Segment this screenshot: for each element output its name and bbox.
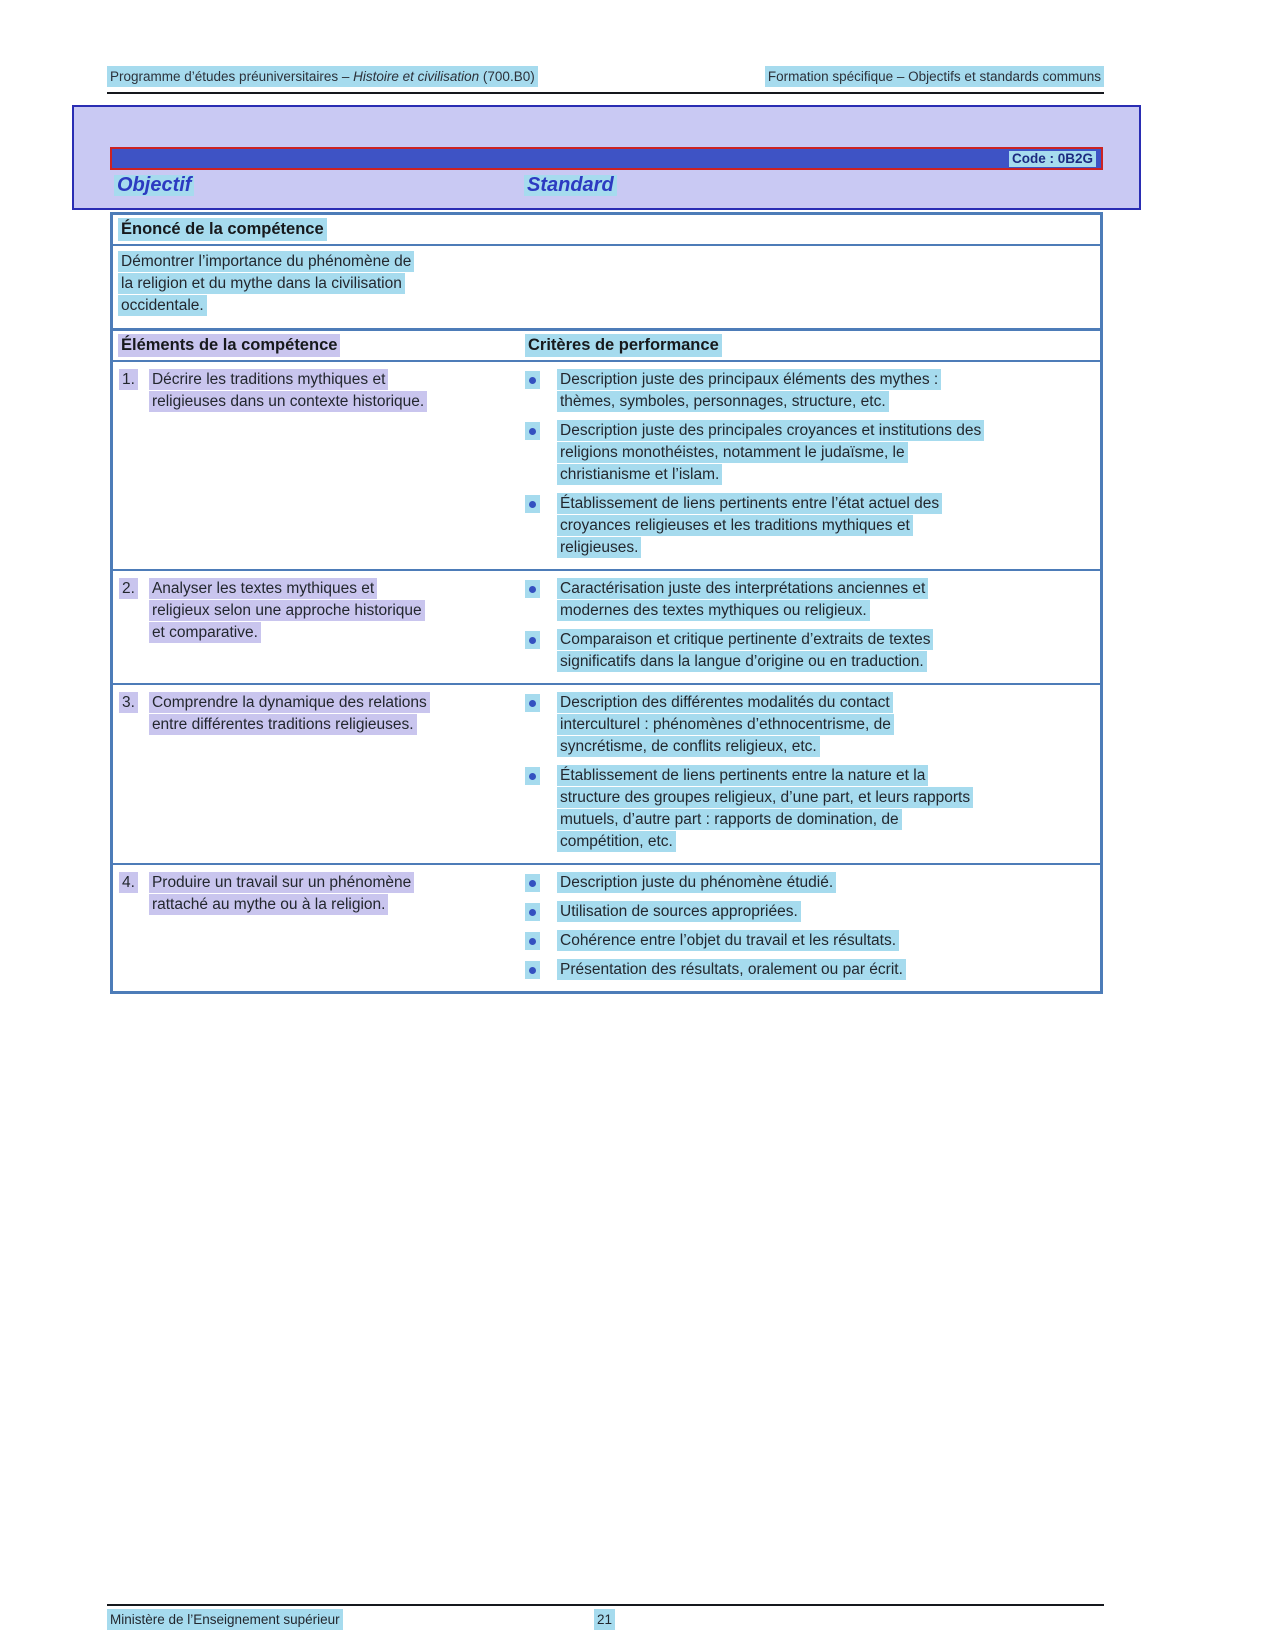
criterion-lines <box>557 901 801 923</box>
header-left-italic: Histoire et civilisation <box>353 69 480 84</box>
element-lines <box>149 872 414 916</box>
criterion-item <box>525 578 1092 622</box>
criterion-item <box>525 872 1092 894</box>
element-line <box>149 692 430 713</box>
bullet-dot <box>529 909 536 916</box>
criterion-lines <box>557 959 906 981</box>
element-number: 1. <box>119 369 138 390</box>
criterion-line-text: structure des groupes religieux, d’une part, et leurs rapports <box>557 787 973 808</box>
enonce-body <box>113 246 1100 330</box>
criterion-lines <box>557 420 984 486</box>
standard-heading <box>524 174 617 197</box>
enonce-line <box>118 295 1095 316</box>
element-number: 2. <box>119 578 138 599</box>
criterion-line <box>557 493 942 514</box>
criterion-line <box>557 765 973 786</box>
criterion-line <box>557 420 984 441</box>
code-label: Code : 0B2G <box>1009 151 1096 167</box>
header-right <box>765 66 1104 87</box>
footer-rule <box>107 1604 1104 1606</box>
enonce-line <box>118 251 1095 272</box>
criterion-line-text: Description juste des principaux éléments des mythes : <box>557 369 941 390</box>
element-line <box>149 600 425 621</box>
criterion-line <box>557 515 942 536</box>
criterion-line-text: Description juste des principales croyances et institutions des <box>557 420 984 441</box>
criterion-lines <box>557 930 899 952</box>
enonce-line-text: Démontrer l’importance du phénomène de <box>118 251 414 272</box>
element-line-text: Décrire les traditions mythiques et <box>149 369 388 390</box>
criteria-cell <box>523 865 1100 991</box>
bullet-icon <box>525 422 540 440</box>
bullet-dot <box>529 880 536 887</box>
element-line <box>149 872 414 893</box>
criterion-line-text: mutuels, d’autre part : rapports de domination, de <box>557 809 902 830</box>
element-lines <box>149 692 430 736</box>
elements-header-cell <box>113 334 523 357</box>
element-line <box>149 894 414 915</box>
criterion-line <box>557 369 941 390</box>
bullet-icon <box>525 874 540 892</box>
bullet-icon <box>525 495 540 513</box>
criterion-lines <box>557 872 836 894</box>
criterion-line <box>557 959 906 980</box>
criterion-lines <box>557 493 942 559</box>
criterion-line-text: thèmes, symboles, personnages, structure, etc. <box>557 391 889 412</box>
criterion-line <box>557 442 984 463</box>
criterion-lines <box>557 765 973 853</box>
criterion-line-text: croyances religieuses et les traditions mythiques et <box>557 515 913 536</box>
criterion-lines <box>557 578 928 622</box>
criterion-line-text: Description juste du phénomène étudié. <box>557 872 836 893</box>
criterion-line <box>557 537 942 558</box>
objectif-heading-text: Objectif <box>114 175 194 196</box>
criterion-line <box>557 787 973 808</box>
criterion-line-text: compétition, etc. <box>557 831 676 852</box>
competence-row <box>113 569 1100 683</box>
bullet-dot <box>529 773 536 780</box>
criterion-line <box>557 391 941 412</box>
header-left <box>107 66 538 87</box>
element-cell <box>113 362 523 569</box>
element-line <box>149 622 425 643</box>
bullet-dot <box>529 501 536 508</box>
element-line-text: Comprendre la dynamique des relations <box>149 692 430 713</box>
criterion-line-text: Description des différentes modalités du contact <box>557 692 893 713</box>
competence-row <box>113 683 1100 863</box>
criterion-item <box>525 420 1092 486</box>
footer-text <box>107 1609 343 1630</box>
element-number: 4. <box>119 872 138 893</box>
enonce-table-header <box>113 215 1100 246</box>
criterion-line <box>557 736 894 757</box>
standard-heading-text: Standard <box>524 175 617 196</box>
element-number: 3. <box>119 692 138 713</box>
criterion-line-text: Établissement de liens pertinents entre l’état actuel des <box>557 493 942 514</box>
criterion-line <box>557 629 933 650</box>
enonce-table <box>110 212 1103 333</box>
bullet-icon <box>525 580 540 598</box>
criterion-line-text: interculturel : phénomènes d’ethnocentrisme, de <box>557 714 894 735</box>
bullet-dot <box>529 428 536 435</box>
criterion-item <box>525 369 1092 413</box>
bullet-icon <box>525 767 540 785</box>
criterion-line <box>557 692 894 713</box>
enonce-line <box>118 273 1095 294</box>
bullet-icon <box>525 903 540 921</box>
header-right-text: Formation spécifique – Objectifs et standards communs <box>765 66 1104 87</box>
element-line-text: religieuses dans un contexte historique. <box>149 391 427 412</box>
criterion-line <box>557 464 984 485</box>
competence-rows <box>113 362 1100 991</box>
enonce-title: Énoncé de la compétence <box>118 218 327 241</box>
criterion-item <box>525 493 1092 559</box>
criterion-item <box>525 629 1092 673</box>
enonce-line-text: occidentale. <box>118 295 207 316</box>
criterion-item <box>525 930 1092 952</box>
element-lines <box>149 369 427 413</box>
criterion-line-text: Présentation des résultats, oralement ou par écrit. <box>557 959 906 980</box>
criterion-line <box>557 651 933 672</box>
objectif-heading <box>114 174 194 197</box>
bullet-icon <box>525 694 540 712</box>
criteria-cell <box>523 571 1100 683</box>
element-line-text: Produire un travail sur un phénomène <box>149 872 414 893</box>
bullet-dot <box>529 967 536 974</box>
bullet-dot <box>529 938 536 945</box>
objective-banner <box>72 105 1141 210</box>
bullet-icon <box>525 371 540 389</box>
competence-table <box>110 328 1103 994</box>
header-rule <box>107 92 1104 94</box>
criterion-item <box>525 901 1092 923</box>
element-line-text: Analyser les textes mythiques et <box>149 578 377 599</box>
competence-row <box>113 863 1100 991</box>
element-line-text: rattaché au mythe ou à la religion. <box>149 894 389 915</box>
element-line-text: religieux selon une approche historique <box>149 600 425 621</box>
element-line <box>149 578 425 599</box>
element-line <box>149 369 427 390</box>
page-number-label: 21 <box>594 1609 615 1630</box>
criterion-lines <box>557 369 941 413</box>
bullet-icon <box>525 932 540 950</box>
criterion-line-text: syncrétisme, de conflits religieux, etc. <box>557 736 820 757</box>
footer-text-label: Ministère de l’Enseignement supérieur <box>107 1609 343 1630</box>
element-line <box>149 391 427 412</box>
criterion-line <box>557 901 801 922</box>
code-bar <box>110 147 1103 170</box>
element-cell <box>113 865 523 991</box>
criterion-lines <box>557 692 894 758</box>
criteria-cell <box>523 685 1100 863</box>
criterion-line <box>557 578 928 599</box>
enonce-line-text: la religion et du mythe dans la civilisation <box>118 273 405 294</box>
bullet-dot <box>529 377 536 384</box>
header-left-text <box>107 66 538 87</box>
criterion-line-text: Cohérence entre l’objet du travail et les résultats. <box>557 930 899 951</box>
criteria-header-cell <box>523 334 1100 357</box>
criterion-line-text: Utilisation de sources appropriées. <box>557 901 801 922</box>
header-left-prefix: Programme d’études préuniversitaires – <box>110 69 354 84</box>
criterion-line-text: religieuses. <box>557 537 641 558</box>
criterion-line-text: Comparaison et critique pertinente d’extraits de textes <box>557 629 933 650</box>
bullet-icon <box>525 631 540 649</box>
bullet-icon <box>525 961 540 979</box>
bullet-dot <box>529 586 536 593</box>
criterion-line <box>557 930 899 951</box>
criteria-header-label: Critères de performance <box>525 334 722 357</box>
element-lines <box>149 578 425 644</box>
page-number <box>594 1609 615 1630</box>
criterion-item <box>525 692 1092 758</box>
header-left-suffix: (700.B0) <box>479 69 535 84</box>
criterion-line <box>557 809 973 830</box>
criterion-line <box>557 600 928 621</box>
element-line-text: et comparative. <box>149 622 261 643</box>
criterion-line-text: modernes des textes mythiques ou religieux. <box>557 600 870 621</box>
criterion-line-text: Caractérisation juste des interprétations anciennes et <box>557 578 928 599</box>
criterion-line-text: christianisme et l’islam. <box>557 464 722 485</box>
criterion-line-text: religions monothéistes, notamment le judaïsme, le <box>557 442 908 463</box>
criterion-line <box>557 714 894 735</box>
competence-table-header <box>113 331 1100 362</box>
elements-header-label: Éléments de la compétence <box>118 334 340 357</box>
bullet-dot <box>529 637 536 644</box>
criterion-item <box>525 765 1092 853</box>
element-line <box>149 714 430 735</box>
criterion-line-text: significatifs dans la langue d’origine ou en traduction. <box>557 651 927 672</box>
competence-row <box>113 362 1100 569</box>
criterion-line <box>557 831 973 852</box>
criterion-line <box>557 872 836 893</box>
bullet-dot <box>529 700 536 707</box>
element-line-text: entre différentes traditions religieuses. <box>149 714 417 735</box>
document-header <box>107 66 1104 87</box>
criterion-line-text: Établissement de liens pertinents entre la nature et la <box>557 765 928 786</box>
element-cell <box>113 571 523 683</box>
criterion-lines <box>557 629 933 673</box>
criterion-item <box>525 959 1092 981</box>
criteria-cell <box>523 362 1100 569</box>
element-cell <box>113 685 523 863</box>
